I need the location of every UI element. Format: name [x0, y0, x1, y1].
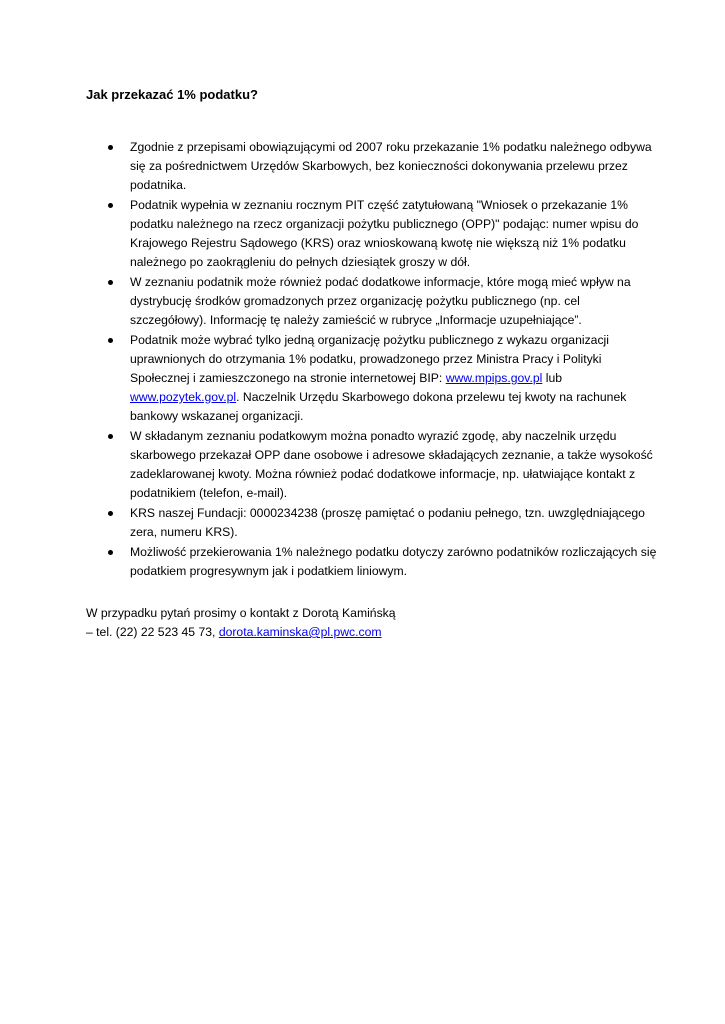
- bullet-icon: [108, 434, 113, 439]
- list-item: [102, 273, 657, 330]
- contact-line-2: [86, 623, 396, 642]
- bullet-text-after: . Naczelnik Urzędu Skarbowego dokona przelewu tej kwoty na rachunek bankowy wskazanej organizacji.: [130, 390, 627, 423]
- contact-info: [86, 604, 396, 642]
- contact-email-link[interactable]: dorota.kaminska@pl.pwc.com: [218, 625, 382, 639]
- list-item: [102, 196, 657, 272]
- page-title: Jak przekazać 1% podatku?: [86, 87, 258, 102]
- bullet-text: W składanym zeznaniu podatkowym można ponadto wyrazić zgodę, aby naczelnik urzędu skarbowego przekazał OPP dane osobowe i adresowe składających zeznanie, a także wysokość zadeklarowanej kwoty. Można również podać dodatkowe informacje, np. ułatwiające kontakt z podatnikiem (telefon, e-mail).: [130, 429, 653, 500]
- bullet-text: W zeznaniu podatnik może również podać dodatkowe informacje, które mogą mieć wpływ na dystrybucję środków gromadzonych przez organizację pożytku publicznego (np. cel szczegółowy). Informację tę należy zamieścić w rubryce „Informacje uzupełniające”.: [130, 275, 631, 327]
- bullet-icon: [108, 338, 113, 343]
- contact-phone: – tel. (22) 22 523 45 73,: [86, 625, 219, 639]
- bullet-icon: [108, 203, 113, 208]
- bullet-icon: [108, 511, 113, 516]
- list-item: [102, 504, 657, 542]
- bullet-text: KRS naszej Fundacji: 0000234238 (proszę pamiętać o podaniu pełnego, tzn. uwzględniającego zera, numeru KRS).: [130, 506, 645, 539]
- mpips-link[interactable]: www.mpips.gov.pl: [445, 371, 543, 385]
- list-item: [102, 331, 657, 426]
- info-bullet-list: [102, 138, 657, 582]
- bullet-text-middle: lub: [542, 371, 562, 385]
- bullet-icon: [108, 550, 113, 555]
- bullet-icon: [108, 280, 113, 285]
- contact-line-1: W przypadku pytań prosimy o kontakt z Dorotą Kamińską: [86, 606, 396, 620]
- bullet-text: Podatnik wypełnia w zeznaniu rocznym PIT część zatytułowaną "Wniosek o przekazanie 1% podatku należnego na rzecz organizacji pożytku publicznego (OPP)" podając: numer wpisu do Krajowego Rejestru Sądowego (KRS) oraz wnioskowaną kwotę nie większą niż 1% podatku należnego po zaokrągleniu do pełnych dziesiątek groszy w dół.: [130, 198, 639, 269]
- pozytek-link[interactable]: www.pozytek.gov.pl: [130, 390, 237, 404]
- bullet-text: Możliwość przekierowania 1% należnego podatku dotyczy zarówno podatników rozliczających się podatkiem progresywnym jak i podatkiem liniowym.: [130, 545, 657, 578]
- bullet-text: Zgodnie z przepisami obowiązującymi od 2007 roku przekazanie 1% podatku należnego odbywa się za pośrednictwem Urzędów Skarbowych, bez konieczności dokonywania przelewu przez podatnika.: [130, 140, 652, 192]
- list-item: [102, 543, 657, 581]
- list-item: [102, 138, 657, 195]
- bullet-icon: [108, 145, 113, 150]
- list-item: [102, 427, 657, 503]
- bullet-text-before: Podatnik może wybrać tylko jedną organizację pożytku publicznego z wykazu organizacji uprawnionych do otrzymania 1% podatku, prowadzonego przez Ministra Pracy i Polityki Społecznej i zamieszczonego na stronie internetowej BIP:: [130, 333, 609, 385]
